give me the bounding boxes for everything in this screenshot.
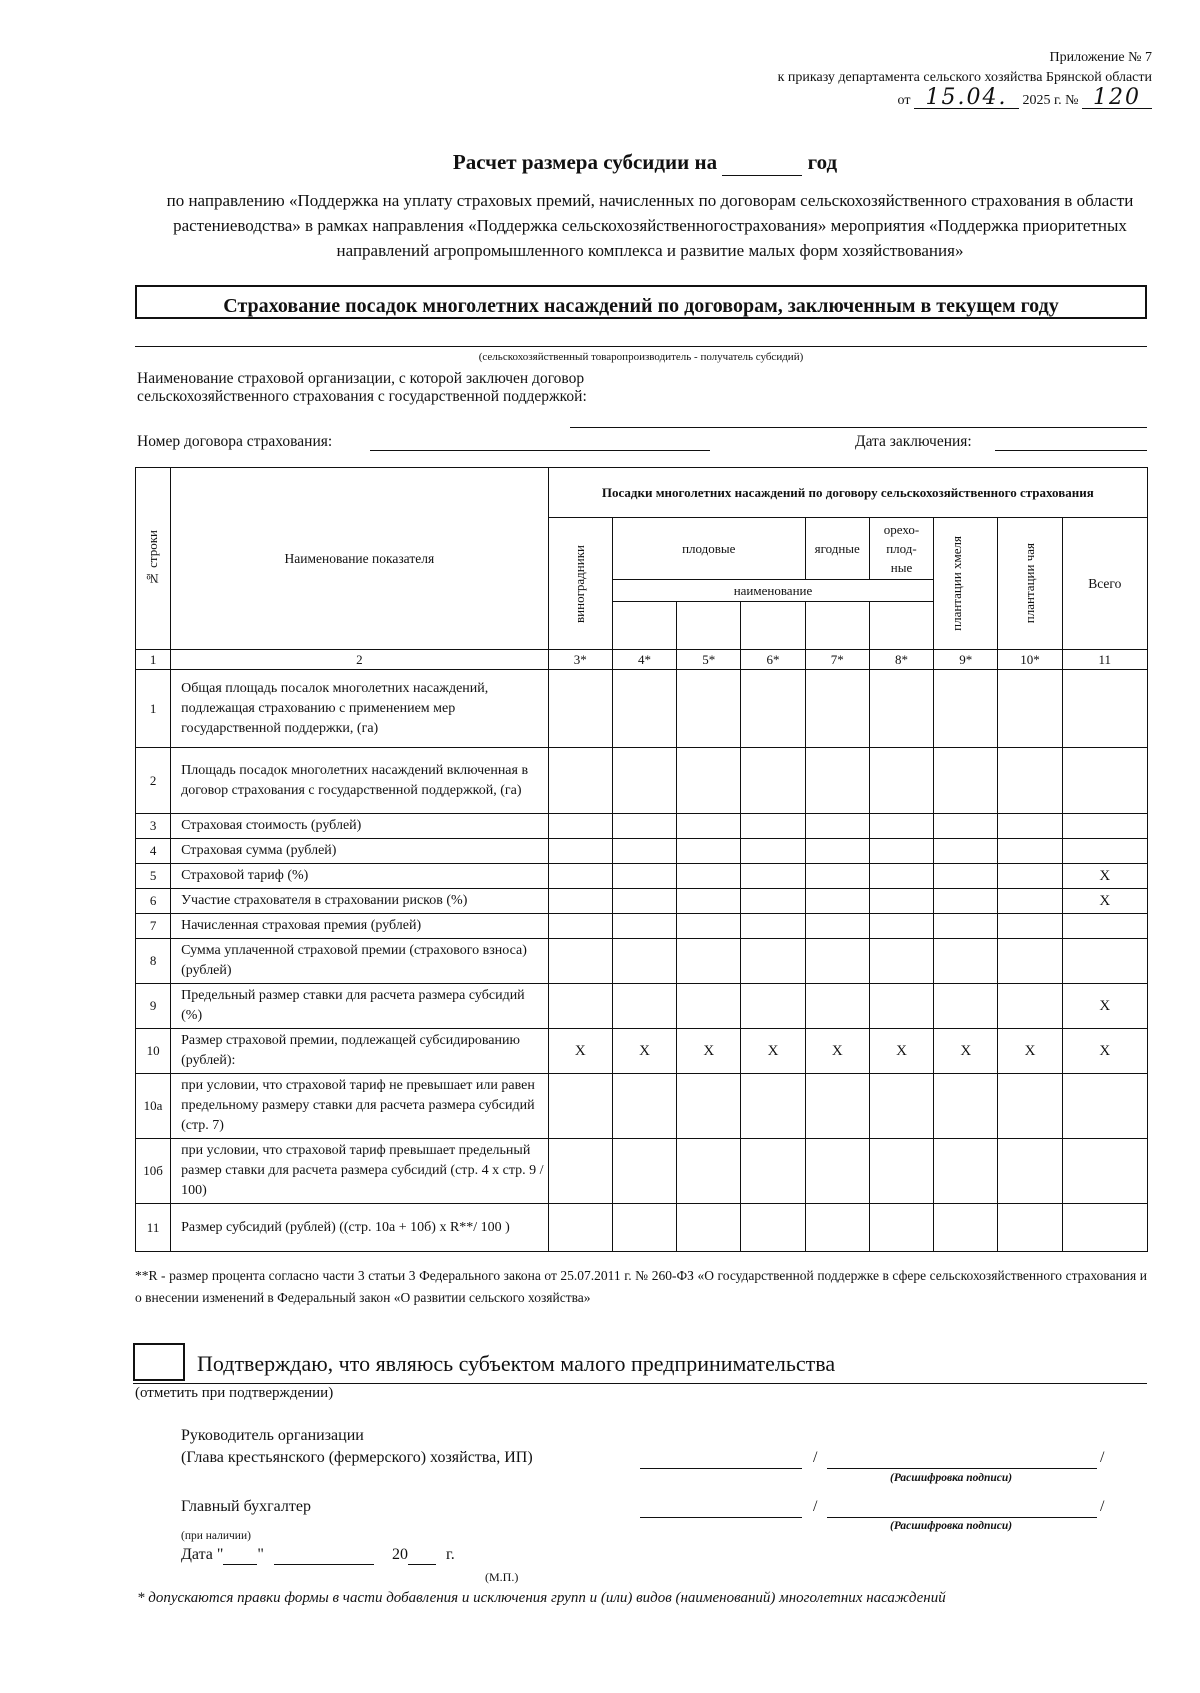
value-cell[interactable] <box>1062 914 1147 939</box>
value-cell[interactable] <box>869 939 933 984</box>
appendix-date-line: от 15.04. 2025 г. № 120 <box>778 88 1152 111</box>
table-row <box>136 1029 1148 1074</box>
value-cell[interactable] <box>741 914 805 939</box>
value-cell[interactable] <box>869 1204 933 1252</box>
column-number: 5* <box>677 650 741 670</box>
recipient-line[interactable] <box>135 346 1147 347</box>
date-year-field[interactable] <box>408 1546 436 1565</box>
value-cell[interactable] <box>805 1139 869 1204</box>
value-cell[interactable] <box>805 889 869 914</box>
column-number: 8* <box>869 650 933 670</box>
value-cell[interactable] <box>869 748 933 814</box>
value-cell[interactable] <box>805 914 869 939</box>
row-label: Размер страховой премии, подлежащей субсидированию (рублей): <box>171 1029 548 1074</box>
column-number: 6* <box>741 650 805 670</box>
contract-date-field[interactable] <box>995 450 1147 451</box>
row-label: Начисленная страховая премия (рублей) <box>171 914 548 939</box>
accountant-decode-caption: (Расшифровка подписи) <box>890 1520 1013 1532</box>
head-decode-caption: (Расшифровка подписи) <box>890 1472 1013 1484</box>
value-cell[interactable] <box>741 984 805 1029</box>
value-cell[interactable] <box>677 839 741 864</box>
table-row <box>136 889 1148 914</box>
value-cell[interactable] <box>677 889 741 914</box>
value-cell[interactable] <box>934 914 998 939</box>
not-applicable-cell: X <box>548 1029 612 1074</box>
column-number: 9* <box>934 650 998 670</box>
value-cell[interactable] <box>934 1139 998 1204</box>
section-title: Страхование посадок многолетних насаждений по договорам, заключенным в текущем году <box>135 285 1147 319</box>
contract-number-field[interactable] <box>370 450 710 451</box>
recipient-caption: (сельскохозяйственный товаропроизводитель - получатель субсидий) <box>478 351 804 363</box>
row-label: Сумма уплаченной страховой премии (страхового взноса) (рублей) <box>171 939 548 984</box>
value-cell[interactable] <box>741 839 805 864</box>
value-cell[interactable] <box>1062 1139 1147 1204</box>
row-label: Площадь посадок многолетних насаждений включенная в договор страхования с государственной поддержкой, (га) <box>171 748 548 814</box>
contract-number-label: Номер договора страхования: <box>137 433 333 450</box>
value-cell[interactable] <box>934 1074 998 1139</box>
value-cell[interactable] <box>934 670 998 748</box>
value-cell[interactable] <box>741 1074 805 1139</box>
value-cell[interactable] <box>741 939 805 984</box>
row-label: при условии, что страховой тариф превышает предельный размер ставки для расчета размера субсидий (стр. 4 х стр. 9 / 100) <box>171 1139 548 1204</box>
value-cell[interactable] <box>1062 748 1147 814</box>
head-decode-field[interactable] <box>827 1468 1097 1469</box>
slash-3: / <box>813 1498 818 1515</box>
head-label-sub: (Глава крестьянского (фермерского) хозяйства, ИП) <box>181 1449 533 1466</box>
tea-header: плантации чая <box>998 518 1062 650</box>
column-number: 11 <box>1062 650 1147 670</box>
row-label: Общая площадь посалок многолетних насаждений, подлежащая страхованию с применением мер государственной поддержки, (га) <box>171 670 548 748</box>
slash-4: / <box>1100 1498 1105 1515</box>
table-row <box>136 914 1148 939</box>
value-cell[interactable] <box>548 1074 612 1139</box>
total-header: Всего <box>1062 518 1147 650</box>
year-blank[interactable] <box>722 150 802 176</box>
value-cell[interactable] <box>612 670 676 748</box>
contract-date-label: Дата заключения: <box>855 433 972 450</box>
value-cell[interactable] <box>612 914 676 939</box>
date-month-field[interactable] <box>274 1546 374 1565</box>
head-signature-field[interactable] <box>640 1468 802 1469</box>
value-cell[interactable] <box>548 1204 612 1252</box>
value-cell[interactable] <box>677 814 741 839</box>
value-cell[interactable] <box>548 670 612 748</box>
not-applicable-cell: X <box>1062 1029 1147 1074</box>
nuts-header: орехо-плод-ные <box>869 518 933 580</box>
value-cell[interactable] <box>869 1074 933 1139</box>
row-number: 5 <box>136 864 171 889</box>
row-label: Страховой тариф (%) <box>171 864 548 889</box>
accountant-decode-field[interactable] <box>827 1517 1097 1518</box>
berries-name-cell[interactable] <box>805 602 869 650</box>
table-row <box>136 1139 1148 1204</box>
fruit-name-cell-1[interactable] <box>612 602 676 650</box>
footnote-r: **R - размер процента согласно части 3 статьи 3 Федерального закона от 25.07.2011 г. № 260-ФЗ «О государственной поддержке в сфере сельскохозяйственного страхования и о внесении изменений в Федеральный закон «О развитии сельского хозяйства» <box>135 1268 1147 1305</box>
not-applicable-cell: X <box>612 1029 676 1074</box>
table-row <box>136 939 1148 984</box>
handwritten-date: 15.04. <box>914 88 1019 109</box>
value-cell[interactable] <box>612 814 676 839</box>
not-applicable-cell: X <box>677 1029 741 1074</box>
row-number: 7 <box>136 914 171 939</box>
value-cell[interactable] <box>677 939 741 984</box>
value-cell[interactable] <box>934 1204 998 1252</box>
value-cell[interactable] <box>805 984 869 1029</box>
insurer-field[interactable] <box>570 427 1147 428</box>
value-cell[interactable] <box>548 814 612 839</box>
value-cell[interactable] <box>612 748 676 814</box>
column-number: 4* <box>612 650 676 670</box>
value-cell[interactable] <box>869 914 933 939</box>
value-cell[interactable] <box>869 864 933 889</box>
value-cell[interactable] <box>677 1204 741 1252</box>
row-number: 2 <box>136 748 171 814</box>
column-number: 2 <box>171 650 548 670</box>
value-cell[interactable] <box>934 984 998 1029</box>
value-cell[interactable] <box>998 748 1062 814</box>
row-number: 9 <box>136 984 171 1029</box>
confirm-hint: (отметить при подтверждении) <box>135 1385 334 1401</box>
page-title: Расчет размера субсидии на год <box>452 150 838 174</box>
value-cell[interactable] <box>741 1204 805 1252</box>
date-line: Дата " " 20 г. <box>181 1546 455 1563</box>
value-cell[interactable] <box>998 984 1062 1029</box>
table-row <box>136 864 1148 889</box>
table-row <box>136 984 1148 1029</box>
value-cell[interactable] <box>934 748 998 814</box>
value-cell[interactable] <box>998 814 1062 839</box>
column-numbers-row <box>136 650 1148 670</box>
value-cell[interactable] <box>677 1139 741 1204</box>
vineyards-header: виноградники <box>548 518 612 650</box>
value-cell[interactable] <box>677 670 741 748</box>
berries-header: ягодные <box>805 518 869 580</box>
row-label: Предельный размер ставки для расчета размера субсидий (%) <box>171 984 548 1029</box>
column-number: 7* <box>805 650 869 670</box>
value-cell[interactable] <box>612 864 676 889</box>
value-cell[interactable] <box>612 1139 676 1204</box>
value-cell[interactable] <box>612 984 676 1029</box>
fruit-name-cell-2[interactable] <box>677 602 741 650</box>
table-row <box>136 839 1148 864</box>
value-cell[interactable] <box>741 814 805 839</box>
value-cell[interactable] <box>548 1139 612 1204</box>
value-cell[interactable] <box>1062 1074 1147 1139</box>
fruit-name-cell-3[interactable] <box>741 602 805 650</box>
appendix-header <box>778 48 1152 111</box>
date-day-field[interactable] <box>223 1546 257 1565</box>
table-row <box>136 670 1148 748</box>
accountant-label: Главный бухгалтер <box>181 1498 311 1515</box>
footnote-star: * допускаются правки формы в части добавления и исключения групп и (или) видов (наименований) многолетних насаждений <box>137 1590 946 1606</box>
value-cell[interactable] <box>998 914 1062 939</box>
indicator-header: Наименование показателя <box>171 468 548 650</box>
column-number: 3* <box>548 650 612 670</box>
row-number: 3 <box>136 814 171 839</box>
value-cell[interactable] <box>548 889 612 914</box>
not-applicable-cell: X <box>1062 864 1147 889</box>
row-no-header: № строки <box>136 468 171 650</box>
value-cell[interactable] <box>1062 939 1147 984</box>
row-number: 11 <box>136 1204 171 1252</box>
insurer-label: Наименование страховой организации, с которой заключен договор сельскохозяйственного страхования с государственной поддержкой: <box>137 370 587 405</box>
not-applicable-cell: X <box>869 1029 933 1074</box>
value-cell[interactable] <box>998 939 1062 984</box>
name-subheader: наименование <box>612 580 933 602</box>
value-cell[interactable] <box>998 839 1062 864</box>
confirm-underline <box>133 1383 1147 1384</box>
value-cell[interactable] <box>805 839 869 864</box>
table-row <box>136 1204 1148 1252</box>
if-any-label: (при наличии) <box>181 1530 251 1542</box>
row-label: Страховая сумма (рублей) <box>171 839 548 864</box>
value-cell[interactable] <box>998 889 1062 914</box>
value-cell[interactable] <box>869 839 933 864</box>
value-cell[interactable] <box>677 984 741 1029</box>
row-number: 10б <box>136 1139 171 1204</box>
value-cell[interactable] <box>612 839 676 864</box>
value-cell[interactable] <box>805 1074 869 1139</box>
value-cell[interactable] <box>805 748 869 814</box>
value-cell[interactable] <box>548 939 612 984</box>
value-cell[interactable] <box>869 889 933 914</box>
value-cell[interactable] <box>1062 1204 1147 1252</box>
value-cell[interactable] <box>934 889 998 914</box>
row-number: 8 <box>136 939 171 984</box>
value-cell[interactable] <box>741 1139 805 1204</box>
value-cell[interactable] <box>612 939 676 984</box>
value-cell[interactable] <box>998 1074 1062 1139</box>
value-cell[interactable] <box>934 939 998 984</box>
small-business-checkbox[interactable] <box>133 1343 185 1381</box>
value-cell[interactable] <box>741 864 805 889</box>
row-number: 1 <box>136 670 171 748</box>
value-cell[interactable] <box>934 839 998 864</box>
value-cell[interactable] <box>548 914 612 939</box>
row-label: при условии, что страховой тариф не превышает или равен предельному размеру ставки для расчета размера субсидий (стр. 7) <box>171 1074 548 1139</box>
table-row <box>136 1074 1148 1139</box>
value-cell[interactable] <box>869 670 933 748</box>
value-cell[interactable] <box>805 814 869 839</box>
row-number: 6 <box>136 889 171 914</box>
not-applicable-cell: X <box>934 1029 998 1074</box>
table-body <box>136 670 1148 1252</box>
appendix-number: Приложение № 7 <box>1049 50 1152 65</box>
value-cell[interactable] <box>612 889 676 914</box>
value-cell[interactable] <box>741 748 805 814</box>
value-cell[interactable] <box>869 984 933 1029</box>
accountant-signature-field[interactable] <box>640 1517 802 1518</box>
value-cell[interactable] <box>548 839 612 864</box>
column-number: 10* <box>998 650 1062 670</box>
table-row <box>136 748 1148 814</box>
slash-1: / <box>813 1449 818 1466</box>
value-cell[interactable] <box>741 889 805 914</box>
value-cell[interactable] <box>805 939 869 984</box>
confirm-text: Подтверждаю, что являюсь субъектом малого предпринимательства <box>197 1351 836 1376</box>
value-cell[interactable] <box>998 1204 1062 1252</box>
value-cell[interactable] <box>677 914 741 939</box>
stamp-label: (М.П.) <box>485 1570 519 1584</box>
value-cell[interactable] <box>869 1139 933 1204</box>
not-applicable-cell: X <box>1062 984 1147 1029</box>
handwritten-number: 120 <box>1082 88 1152 109</box>
value-cell[interactable] <box>548 748 612 814</box>
value-cell[interactable] <box>677 864 741 889</box>
nuts-name-cell[interactable] <box>869 602 933 650</box>
value-cell[interactable] <box>677 1074 741 1139</box>
group-header: Посадки многолетних насаждений по договору сельскохозяйственного страхования <box>548 468 1147 518</box>
value-cell[interactable] <box>548 864 612 889</box>
value-cell[interactable] <box>998 864 1062 889</box>
not-applicable-cell: X <box>998 1029 1062 1074</box>
appendix-order: к приказу департамента сельского хозяйства Брянской области <box>777 70 1152 85</box>
fruit-header: плодовые <box>612 518 805 580</box>
value-cell[interactable] <box>612 1074 676 1139</box>
row-label: Страховая стоимость (рублей) <box>171 814 548 839</box>
value-cell[interactable] <box>805 670 869 748</box>
value-cell[interactable] <box>548 984 612 1029</box>
value-cell[interactable] <box>998 1139 1062 1204</box>
value-cell[interactable] <box>934 814 998 839</box>
value-cell[interactable] <box>677 748 741 814</box>
not-applicable-cell: X <box>741 1029 805 1074</box>
subsidy-table <box>135 467 1148 1252</box>
row-label: Размер субсидий (рублей) ((стр. 10а + 10б) х R**/ 100 ) <box>171 1204 548 1252</box>
column-number: 1 <box>136 650 171 670</box>
value-cell[interactable] <box>805 864 869 889</box>
value-cell[interactable] <box>934 864 998 889</box>
head-label: Руководитель организации <box>181 1427 364 1444</box>
value-cell[interactable] <box>1062 814 1147 839</box>
slash-2: / <box>1100 1449 1105 1466</box>
table-row <box>136 814 1148 839</box>
not-applicable-cell: X <box>805 1029 869 1074</box>
row-number: 10а <box>136 1074 171 1139</box>
value-cell[interactable] <box>998 670 1062 748</box>
intro-text: по направлению «Поддержка на уплату страховых премий, начисленных по договорам сельскохозяйственного страхования в области растениеводства» в рамках направления «Поддержка сельскохозяйственногострахования» мероприятия «Поддержка приоритетных направлений агропромышленного комплекса и развитие малых форм хозяйствования» <box>166 191 1134 260</box>
row-number: 4 <box>136 839 171 864</box>
value-cell[interactable] <box>1062 670 1147 748</box>
value-cell[interactable] <box>741 670 805 748</box>
hops-header: плантации хмеля <box>934 518 998 650</box>
not-applicable-cell: X <box>1062 889 1147 914</box>
row-number: 10 <box>136 1029 171 1074</box>
value-cell[interactable] <box>805 1204 869 1252</box>
row-label: Участие страхователя в страховании рисков (%) <box>171 889 548 914</box>
value-cell[interactable] <box>612 1204 676 1252</box>
value-cell[interactable] <box>1062 839 1147 864</box>
value-cell[interactable] <box>869 814 933 839</box>
